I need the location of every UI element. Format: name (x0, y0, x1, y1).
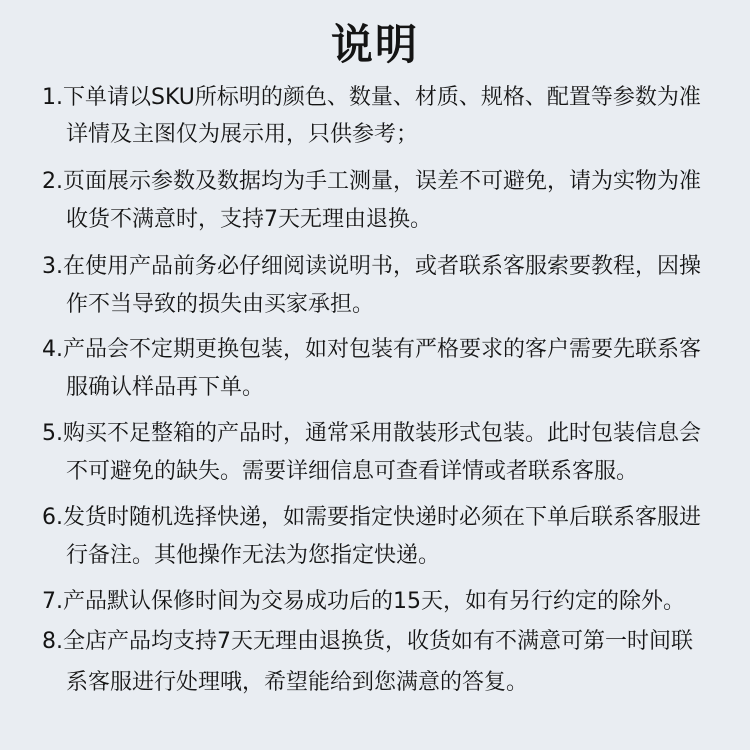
item-2-line-1: 2.页面展示参数及数据均为手工测量，误差不可避免，请为实物为准 (42, 169, 701, 194)
item-1-line-2: 详情及主图仅为展示用，只供参考； (66, 122, 419, 147)
item-6-line-2: 行备注。其他操作无法为您指定快递。 (66, 543, 441, 568)
item-8-line-2: 系客服进行处理哦，希望能给到您满意的答复。 (66, 670, 529, 695)
item-4-line-1: 4.产品会不定期更换包装，如对包装有严格要求的客户需要先联系客 (42, 337, 701, 362)
item-4-line-2: 服确认样品再下单。 (66, 375, 265, 400)
item-5-line-1: 5.购买不足整箱的产品时，通常采用散装形式包装。此时包装信息会 (42, 421, 701, 446)
item-3-line-2: 作不当导致的损失由买家承担。 (66, 292, 375, 317)
item-1-line-1: 1.下单请以SKU所标明的颜色、数量、材质、规格、配置等参数为准 (42, 85, 701, 110)
page-title: 说明 (330, 20, 419, 69)
item-3-line-1: 3.在使用产品前务必仔细阅读说明书，或者联系客服索要教程，因操 (42, 254, 701, 279)
item-8-line-1: 8.全店产品均支持7天无理由退换货，收货如有不满意可第一时间联 (42, 629, 693, 654)
item-6-line-1: 6.发货时随机选择快递，如需要指定快递时必须在下单后联系客服进 (42, 505, 701, 530)
item-7-line-1: 7.产品默认保修时间为交易成功后的15天，如有另行约定的除外。 (42, 589, 685, 614)
item-5-line-2: 不可避免的缺失。需要详细信息可查看详情或者联系客服。 (66, 459, 639, 484)
item-2-line-2: 收货不满意时，支持7天无理由退换。 (66, 207, 432, 232)
